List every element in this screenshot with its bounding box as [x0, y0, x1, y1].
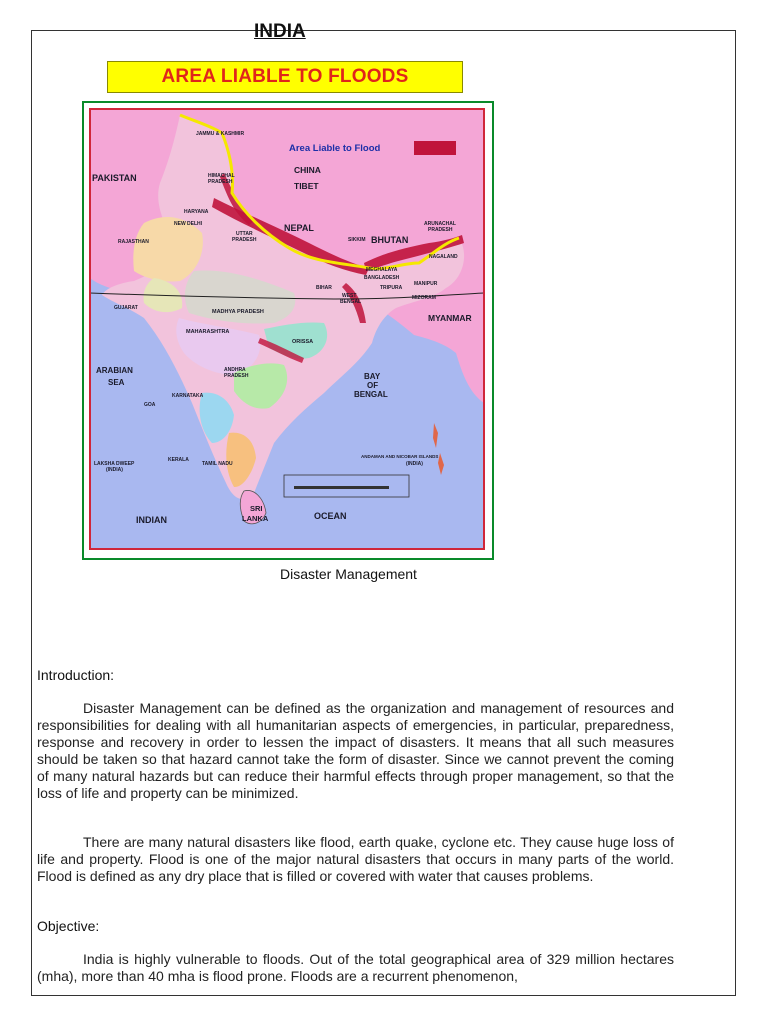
label-rajasthan: RAJASTHAN: [118, 239, 149, 245]
label-manipur: MANIPUR: [414, 281, 438, 287]
introduction-heading: Introduction:: [37, 667, 115, 683]
label-nagaland: NAGALAND: [429, 254, 458, 260]
label-lakshadweep-india: (INDIA): [106, 467, 123, 473]
label-of: OF: [367, 381, 379, 390]
label-new-delhi: NEW DELHI: [174, 221, 203, 227]
introduction-paragraph-1: Disaster Management can be defined as the organization and management of resources and responsibilities for dealing with all humanitarian aspects of emergencies, in particular, preparedness, response and recovery in order to lessen the impact of disasters. It means that all such measures should be taken so that hazard cannot take the form of disaster. Since we cannot prevent the coming of many natural hazards but can reduce their harmful effects through proper management, so that the loss of life and property can be minimized.: [37, 700, 674, 801]
label-china: CHINA: [294, 165, 321, 175]
label-andaman-india: (INDIA): [406, 461, 423, 467]
label-tripura: TRIPURA: [380, 285, 403, 291]
label-haryana: HARYANA: [184, 209, 209, 215]
label-kerala: KERALA: [168, 457, 189, 463]
legend-label: Area Liable to Flood: [289, 143, 381, 154]
label-andaman: ANDAMAN AND NICOBAR ISLANDS: [361, 454, 439, 459]
label-west-bengal: BENGAL: [340, 299, 362, 305]
label-tibet: TIBET: [294, 181, 319, 191]
label-arunachal-pradesh: PRADESH: [428, 227, 453, 233]
label-uttar-pradesh: PRADESH: [232, 237, 257, 243]
label-west: WEST: [342, 293, 357, 299]
label-madhya-pradesh: MADHYA PRADESH: [212, 309, 264, 315]
label-arunachal: ARUNACHAL: [424, 221, 456, 227]
label-bengal: BENGAL: [354, 390, 388, 399]
label-orissa: ORISSA: [292, 339, 314, 345]
label-nepal: NEPAL: [284, 223, 314, 233]
objective-heading: Objective:: [37, 918, 100, 934]
label-maharashtra: MAHARASHTRA: [186, 329, 230, 335]
label-goa: GOA: [144, 402, 156, 408]
map-banner: AREA LIABLE TO FLOODS: [107, 61, 463, 93]
legend-swatch: [414, 141, 456, 155]
label-arabian: ARABIAN: [96, 366, 133, 375]
label-jammu-kashmir: JAMMU & KASHMIR: [196, 131, 245, 137]
label-sri: SRI: [250, 504, 263, 513]
label-myanmar: MYANMAR: [428, 313, 472, 323]
label-uttar: UTTAR: [236, 231, 253, 237]
objective-paragraph-1: India is highly vulnerable to floods. Out of the total geographical area of 329 million hectares (mha), more than 40 mha is flood prone. Floods are a recurrent phenomenon,: [37, 951, 674, 984]
flood-map: [82, 101, 494, 560]
label-bangladesh: BANGLADESH: [364, 275, 400, 281]
figure-caption: Disaster Management: [280, 566, 417, 582]
label-indian: INDIAN: [136, 515, 167, 525]
label-gujarat: GUJARAT: [114, 305, 138, 311]
page-title: INDIA: [254, 21, 306, 42]
label-meghalaya: MEGHALAYA: [366, 267, 398, 273]
label-sikkim: SIKKIM: [348, 237, 366, 243]
india-flood-map-image: [84, 103, 492, 558]
label-lanka: LANKA: [242, 514, 269, 523]
introduction-paragraph-2: There are many natural disasters like flood, earth quake, cyclone etc. They cause huge loss of life and property. Flood is one of the major natural disasters that occurs in many parts of the world. Flood is defined as any dry place that is filled or covered with water that causes problems.: [37, 834, 674, 884]
label-mizoram: MIZORAM: [412, 295, 436, 301]
scale-bar: [294, 486, 389, 489]
label-tamil-nadu: TAMIL NADU: [202, 461, 233, 467]
label-andhra: ANDHRA: [224, 367, 246, 373]
label-pakistan: PAKISTAN: [92, 173, 137, 183]
label-himachal: HIMACHAL: [208, 173, 235, 179]
label-bhutan: BHUTAN: [371, 235, 409, 245]
label-andhra-pradesh: PRADESH: [224, 373, 249, 379]
label-karnataka: KARNATAKA: [172, 393, 204, 399]
label-bihar: BIHAR: [316, 285, 332, 291]
label-ocean: OCEAN: [314, 511, 347, 521]
label-bay: BAY: [364, 372, 381, 381]
label-arabian-sea: SEA: [108, 378, 125, 387]
label-lakshadweep: LAKSHA DWEEP: [94, 461, 135, 467]
label-himachal-pradesh: PRADESH: [208, 179, 233, 185]
